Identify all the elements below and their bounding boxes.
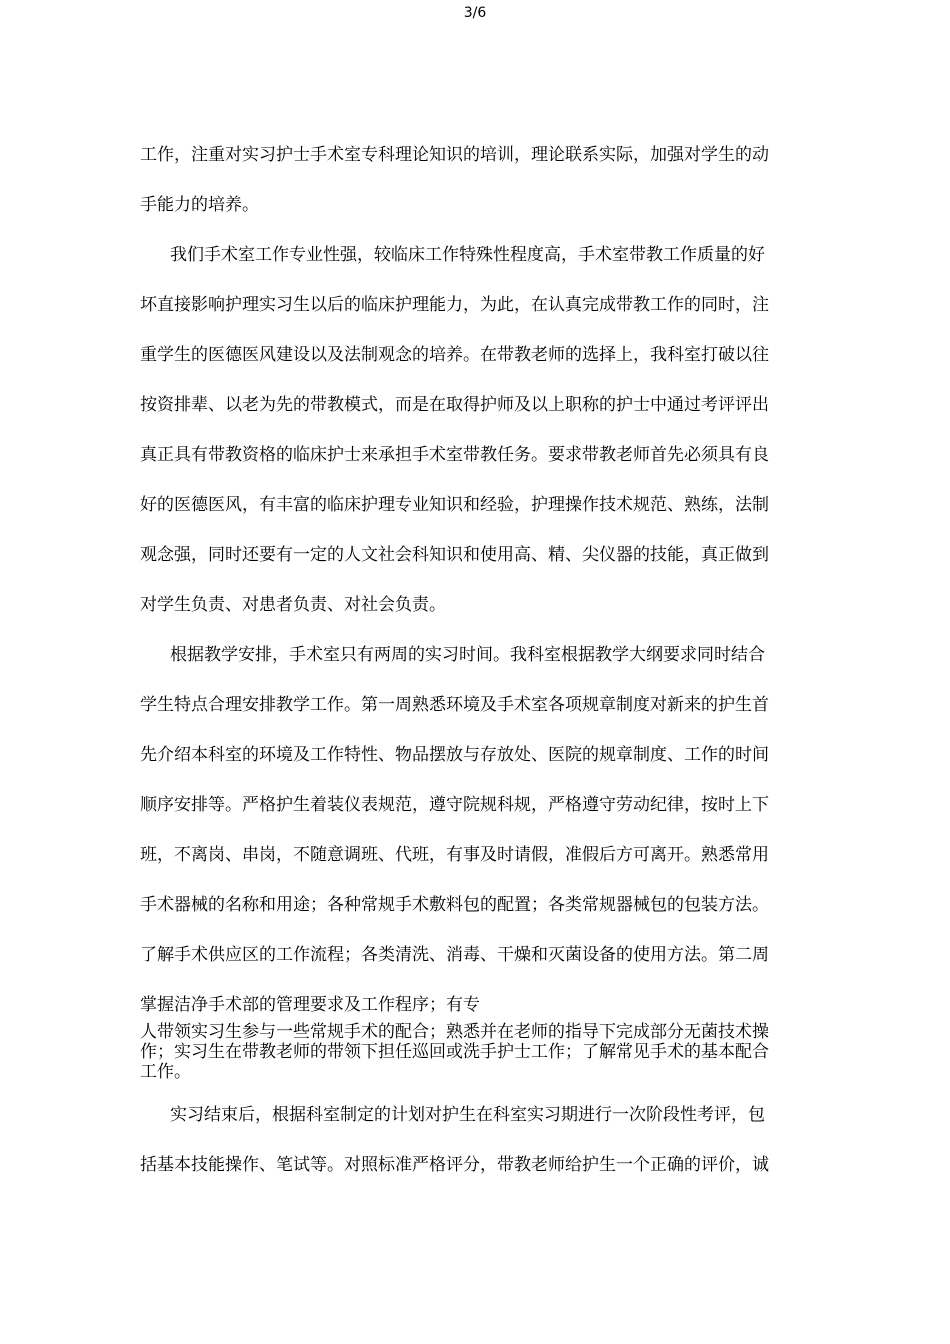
text-line: 学生特点合理安排教学工作。第一周熟悉环境及手术室各项规章制度对新来的护生首 [140, 695, 769, 715]
page-number: 3/6 [463, 5, 487, 21]
text-line: 手术器械的名称和用途；各种常规手术敷料包的配置；各类常规器械包的包装方法。 [140, 895, 769, 915]
text-line: 顺序安排等。严格护生着装仪表规范，遵守院规科规，严格遵守劳动纪律，按时上下 [140, 795, 769, 815]
text-line: 先介绍本科室的环境及工作特性、物品摆放与存放处、医院的规章制度、工作的时间 [140, 745, 769, 765]
text-line: 了解手术供应区的工作流程；各类清洗、消毒、干燥和灭菌设备的使用方法。第二周 [140, 945, 769, 965]
text-line: 手能力的培养。 [140, 195, 259, 215]
text-line: 坏直接影响护理实习生以后的临床护理能力，为此，在认真完成带教工作的同时，注 [140, 295, 769, 315]
text-line: 根据教学安排，手术室只有两周的实习时间。我科室根据教学大纲要求同时结合 [170, 645, 765, 665]
text-line: 括基本技能操作、笔试等。对照标准严格评分，带教老师给护生一个正确的评价，诚 [140, 1155, 769, 1175]
text-line: 按资排辈、以老为先的带教模式，而是在取得护师及以上职称的护士中通过考评评出 [140, 395, 769, 415]
text-line: 观念强，同时还要有一定的人文社会科知识和使用高、精、尖仪器的技能，真正做到 [140, 545, 769, 565]
text-line: 好的医德医风，有丰富的临床护理专业知识和经验，护理操作技术规范、熟练，法制 [140, 495, 769, 515]
text-line: 工作。 [140, 1062, 191, 1082]
text-line: 真正具有带教资格的临床护士来承担手术室带教任务。要求带教老师首先必须具有良 [140, 445, 769, 465]
text-line: 掌握洁净手术部的管理要求及工作程序；有专 [140, 995, 480, 1015]
text-line: 实习结束后，根据科室制定的计划对护生在科室实习期进行一次阶段性考评，包 [170, 1105, 765, 1125]
text-line: 重学生的医德医风建设以及法制观念的培养。在带教老师的选择上，我科室打破以往 [140, 345, 769, 365]
text-line: 工作，注重对实习护士手术室专科理论知识的培训，理论联系实际，加强对学生的动 [140, 145, 769, 165]
text-line: 人带领实习生参与一些常规手术的配合；熟悉并在老师的指导下完成部分无菌技术操 [140, 1022, 769, 1042]
text-line: 作；实习生在带教老师的带领下担任巡回或洗手护士工作；了解常见手术的基本配合 [140, 1042, 769, 1062]
text-line: 对学生负责、对患者负责、对社会负责。 [140, 595, 446, 615]
text-line: 我们手术室工作专业性强，较临床工作特殊性程度高，手术室带教工作质量的好 [170, 245, 765, 265]
text-line: 班，不离岗、串岗，不随意调班、代班，有事及时请假，准假后方可离开。熟悉常用 [140, 845, 769, 865]
